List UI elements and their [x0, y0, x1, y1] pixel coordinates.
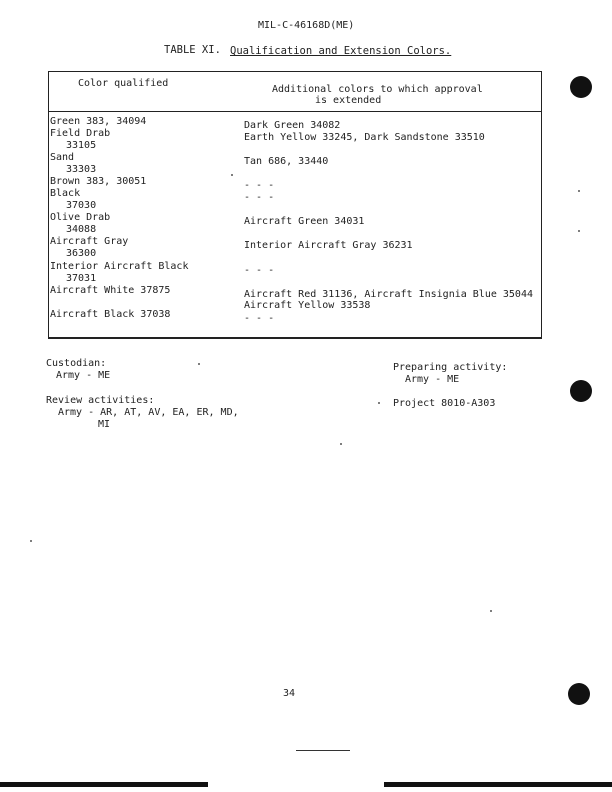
punch-hole-middle	[570, 380, 592, 402]
additional-colors-cell: Aircraft Yellow 33538	[244, 300, 371, 311]
review-activities-line1: Army - AR, AT, AV, EA, ER, MD,	[58, 407, 239, 418]
color-qualified-cell: Brown 383, 30051	[50, 176, 147, 187]
additional-colors-cell: Tan 686, 33440	[244, 156, 329, 167]
column-header-color-qualified: Color qualified	[78, 78, 169, 89]
custodian-label: Custodian:	[46, 358, 107, 369]
custodian-value: Army - ME	[56, 370, 111, 381]
additional-colors-cell: - - -	[244, 313, 275, 324]
scan-bottom-bar-right	[384, 782, 612, 787]
speck	[490, 610, 492, 612]
speck	[340, 443, 342, 445]
punch-hole-top	[570, 76, 592, 98]
additional-colors-cell: Aircraft Green 34031	[244, 216, 365, 227]
additional-colors-cell: Dark Green 34082	[244, 120, 341, 131]
column-header-additional-colors-2: is extended	[315, 95, 382, 106]
color-qualified-cell: Field Drab	[50, 128, 111, 139]
speck	[30, 540, 32, 542]
speck	[578, 230, 580, 232]
color-qualified-number: 34088	[66, 224, 97, 235]
color-qualified-cell: Black	[50, 188, 81, 199]
punch-hole-bottom	[568, 683, 590, 705]
table-title: Qualification and Extension Colors.	[230, 45, 452, 57]
scan-dash-mark	[296, 750, 350, 751]
speck	[198, 363, 200, 365]
color-qualified-cell: Aircraft Gray	[50, 236, 129, 247]
speck	[578, 190, 580, 192]
additional-colors-cell: - - -	[244, 180, 275, 191]
color-qualified-cell: Green 383, 34094	[50, 116, 147, 127]
project-number: Project 8010-A303	[393, 398, 496, 409]
review-activities-line2: MI	[98, 419, 111, 430]
additional-colors-cell: - - -	[244, 192, 275, 203]
color-qualified-cell: Olive Drab	[50, 212, 111, 223]
page-number: 34	[283, 688, 296, 699]
scan-bottom-bar-left	[0, 782, 208, 787]
table-label: TABLE XI.	[164, 44, 221, 56]
color-qualified-number: 33105	[66, 140, 97, 151]
color-qualified-number: 36300	[66, 248, 97, 259]
speck	[231, 174, 233, 176]
color-qualified-cell: Sand	[50, 152, 75, 163]
color-qualified-cell: Interior Aircraft Black	[50, 261, 189, 272]
review-activities-label: Review activities:	[46, 395, 155, 406]
additional-colors-cell: - - -	[244, 265, 275, 276]
additional-colors-cell: Interior Aircraft Gray 36231	[244, 240, 413, 251]
column-header-additional-colors-1: Additional colors to which approval	[272, 84, 483, 95]
additional-colors-cell: Aircraft Red 31136, Aircraft Insignia Blue 35044	[244, 289, 533, 300]
additional-colors-cell: Earth Yellow 33245, Dark Sandstone 33510	[244, 132, 485, 143]
color-qualified-cell: Aircraft Black 37038	[50, 309, 171, 320]
color-qualified-number: 37031	[66, 273, 97, 284]
color-qualified-number: 33303	[66, 164, 97, 175]
speck	[378, 402, 380, 404]
color-qualified-cell: Aircraft White 37875	[50, 285, 171, 296]
color-qualified-number: 37030	[66, 200, 97, 211]
table-header-rule	[48, 111, 542, 112]
preparing-activity-label: Preparing activity:	[393, 362, 508, 373]
preparing-activity-value: Army - ME	[405, 374, 460, 385]
document-id: MIL-C-46168D(ME)	[258, 20, 355, 31]
